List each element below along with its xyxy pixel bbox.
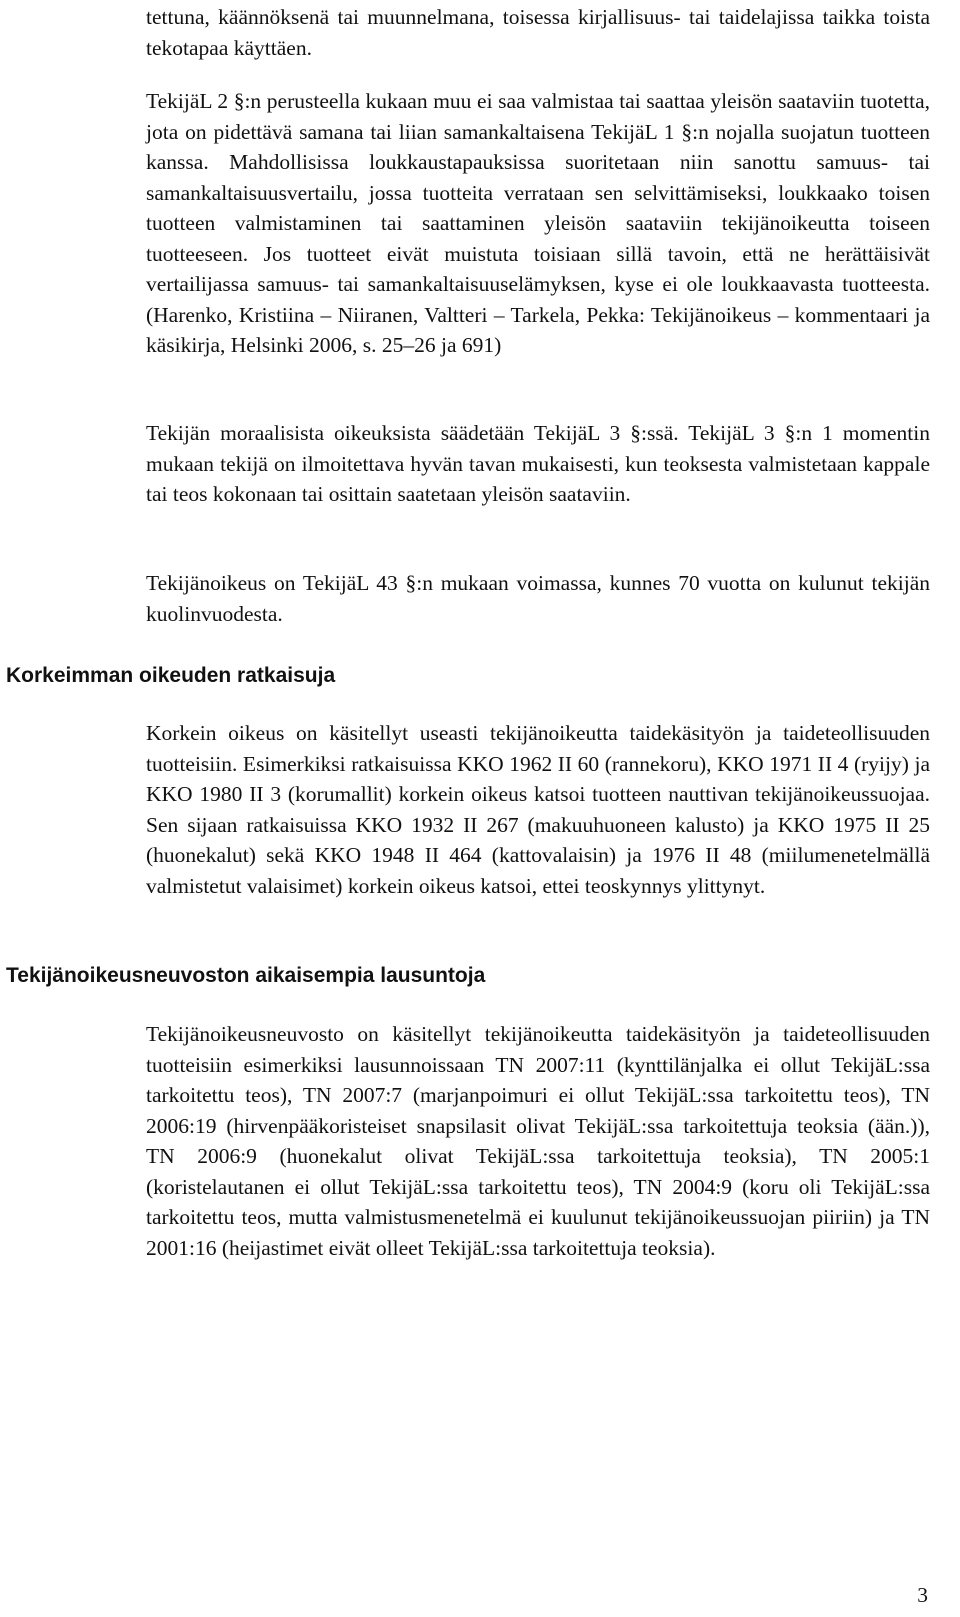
heading-supreme-court: Korkeimman oikeuden ratkaisuja — [6, 664, 336, 687]
paragraph-tekijal-2: TekijäL 2 §:n perusteella kukaan muu ei saa valmistaa tai saattaa yleisön saataviin tuotetta, jota on pidettävä samana tai liian samankaltaisena TekijäL 1 §:n nojalla suojatun tuotteen kanssa. Mahdollisissa loukkaustapauksissa suoritetaan niin sanottu samuus- tai samankaltaisuusvertailu, jossa tuotteita verrataan sen selvittämiseksi, loukkaako toisen tuotteen valmistaminen tai saattaminen yleisön saataviin tekijänoikeutta toiseen tuotteeseen. Jos tuotteet eivät muistuta toisiaan sillä tavoin, että ne herättäisivät vertailijassa samuus- tai samankaltaisuuselämyksen, kyse ei ole loukkaavasta tuotteesta. (Harenko, Kristiina – Niiranen, Valtteri – Tarkela, Pekka: Tekijänoikeus – kommentaari ja käsikirja, Helsinki 2006, s. 25–26 ja 691) — [146, 89, 930, 357]
paragraph-moral-rights: Tekijän moraalisista oikeuksista säädetään TekijäL 3 §:ssä. TekijäL 3 §:n 1 momentin mukaan tekijä on ilmoitettava hyvän tavan mukaisesti, kun teoksesta valmistetaan kappale tai teos kokonaan tai osittain saatetaan yleisön saataviin. — [146, 421, 930, 506]
page-number: 3 — [917, 1583, 928, 1607]
paragraph-supreme-court-decisions: Korkein oikeus on käsitellyt useasti tekijänoikeutta taidekäsityön ja taideteollisuuden tuotteisiin. Esimerkiksi ratkaisuissa KKO 1962 II 60 (rannekoru), KKO 1971 II 4 (ryijy) ja KKO 1980 II 3 (korumallit) korkein oikeus katsoi tuotteen nauttivan tekijänoikeussuojaa. Sen sijaan ratkaisuissa KKO 1932 II 267 (makuuhuoneen kalusto) ja KKO 1975 II 25 (huonekalut) sekä KKO 1948 II 464 (kattovalaisin) ja 1976 II 48 (miilumenetelmällä valmistetut valaisimet) korkein oikeus katsoi, ettei teoskynnys ylittynyt. — [146, 721, 930, 898]
paragraph-intro-continuation: tettuna, käännöksenä tai muunnelmana, toisessa kirjallisuus- tai taidelajissa taikka toista tekotapaa käyttäen. — [146, 5, 930, 60]
heading-copyright-council: Tekijänoikeusneuvoston aikaisempia lausuntoja — [6, 964, 486, 987]
paragraph-copyright-council-statements: Tekijänoikeusneuvosto on käsitellyt tekijänoikeutta taidekäsityön ja taideteollisuuden tuotteisiin esimerkiksi lausunnoissaan TN 2007:11 (kynttilänjalka ei ollut TekijäL:ssa tarkoitettu teos), TN 2007:7 (marjanpoimuri ei ollut TekijäL:ssa tarkoitettu teos), TN 2006:19 (hirvenpääkoristeiset snapsilasit olivat TekijäL:ssa tarkoitettuja teoksia (ään.)), TN 2006:9 (huonekalut olivat TekijäL:ssa tarkoitettuja teoksia), TN 2005:1 (koristelautanen ei ollut TekijäL:ssa tarkoitettu teos), TN 2004:9 (koru oli TekijäL:ssa tarkoitettu teos, mutta valmistusmenetelmä ei kuulunut tekijänoikeussuojan piiriin) ja TN 2001:16 (heijastimet eivät olleet TekijäL:ssa tarkoitettuja teoksia). — [146, 1022, 930, 1260]
paragraph-copyright-duration: Tekijänoikeus on TekijäL 43 §:n mukaan voimassa, kunnes 70 vuotta on kulunut tekijän kuolinvuodesta. — [146, 571, 930, 626]
